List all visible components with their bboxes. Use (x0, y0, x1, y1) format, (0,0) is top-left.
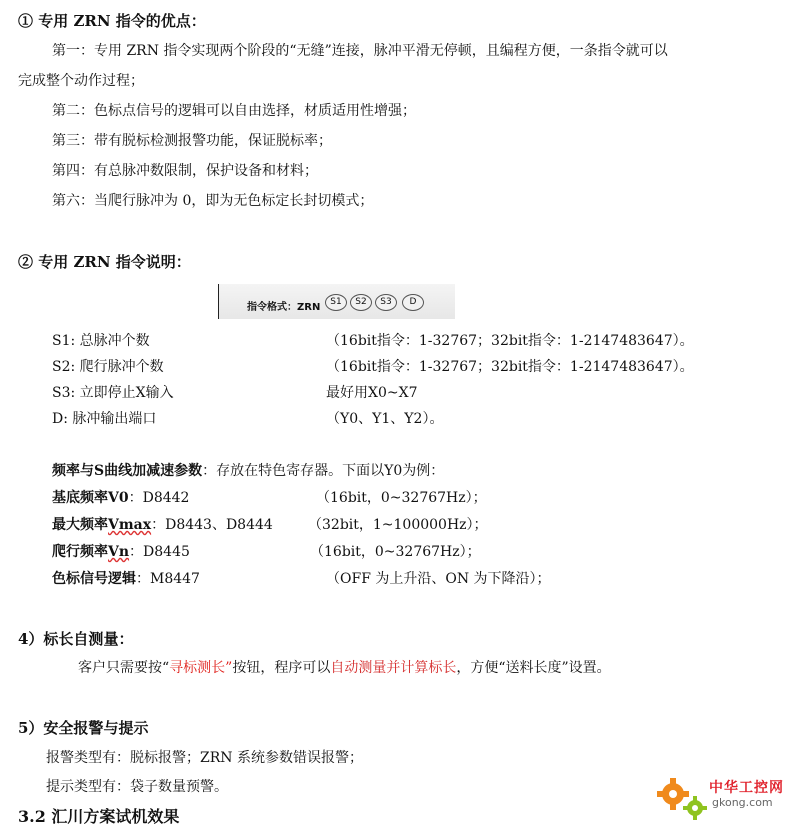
operand-d: D (402, 294, 424, 311)
s4-red2: 自动测量并计算标长 (330, 660, 457, 676)
param-s1-desc: （16bit指令：1-32767；32bit指令：1-2147483647）。 (326, 333, 694, 349)
watermark-url: gkong.com (712, 796, 773, 809)
param-d-name: D: 脉冲输出端口 (52, 411, 157, 427)
alarm-types: 报警类型有：脱标报警；ZRN 系统参数错误报警； (46, 750, 363, 766)
freq-max-sym: Vmax (108, 517, 152, 533)
color-logic (52, 570, 200, 588)
operand-s3: S3 (375, 294, 397, 311)
advantage-3: 第三：带有脱标检测报警功能，保证脱标率； (52, 133, 332, 149)
freq-base-label: 基底频率 (52, 490, 108, 506)
operand-s1: S1 (325, 294, 347, 311)
section-2-title: ② 专用 ZRN 指令说明： (18, 253, 191, 271)
advantage-6: 第六：当爬行脉冲为 0，即为无色标定长封切模式； (52, 193, 374, 209)
freq-base-reg: ：D8442 (128, 490, 190, 506)
color-logic-label: 色标信号逻辑 (52, 571, 136, 587)
freq-intro-rest: ：存放在特色寄存器。下面以Y0为例： (202, 463, 445, 479)
param-s2-name: S2: 爬行脉冲个数 (52, 359, 164, 375)
color-logic-reg: ：M8447 (136, 571, 200, 587)
freq-base (52, 489, 189, 507)
section-3-2-title: 3.2 汇川方案试机效果 (18, 807, 180, 826)
param-s3-desc: 最好用X0~X7 (326, 385, 418, 401)
advantage-1-line-2: 完成整个动作过程； (18, 73, 144, 89)
freq-max-reg: ：D8443、D8444 (151, 517, 273, 533)
freq-crawl-range: （16bit，0~32767Hz）； (310, 544, 481, 560)
freq-intro (52, 462, 444, 480)
gear-icon (657, 778, 689, 810)
watermark-cn: 中华工控网 (709, 780, 784, 796)
freq-max-label: 最大频率 (52, 517, 108, 533)
freq-crawl (52, 543, 190, 561)
advantage-1-line-1: 第一：专用 ZRN 指令实现两个阶段的“无缝”连接，脉冲平滑无停顿，且编程方便，一条指令就可以 (52, 43, 668, 59)
format-label: 指令格式：ZRN (247, 302, 321, 313)
section-1-title: ① 专用 ZRN 指令的优点： (18, 12, 206, 30)
color-logic-desc: （OFF 为上升沿、ON 为下降沿）； (326, 571, 551, 587)
freq-intro-bold: 频率与S曲线加减速参数 (52, 463, 203, 479)
advantage-4: 第四：有总脉冲数限制，保护设备和材料； (52, 163, 318, 179)
param-s1-name: S1: 总脉冲个数 (52, 333, 150, 349)
small-gear-icon (683, 796, 707, 820)
param-d-desc: （Y0、Y1、Y2）。 (326, 411, 444, 427)
s4-red1: 寻标测长” (169, 660, 233, 676)
param-s3-name: S3: 立即停止X输入 (52, 385, 174, 401)
operand-s2: S2 (350, 294, 372, 311)
s4-p3: ，方便“送料长度”设置。 (456, 660, 611, 676)
hint-types: 提示类型有：袋子数量预警。 (46, 779, 228, 795)
s4-p2: 按钮，程序可以 (232, 660, 331, 676)
freq-max-range: （32bit，1~100000Hz）； (308, 517, 488, 533)
s4-p1: 客户只需要按“ (78, 660, 170, 676)
instruction-format-figure (218, 284, 455, 319)
section-4-body (78, 659, 611, 677)
section-4-title: 4）标长自测量： (18, 630, 134, 648)
freq-base-sym: V0 (108, 490, 129, 506)
freq-crawl-reg: ：D8445 (129, 544, 190, 560)
freq-crawl-sym: Vn (108, 544, 130, 560)
advantage-2: 第二：色标点信号的逻辑可以自由选择，材质适用性增强； (52, 103, 416, 119)
freq-crawl-label: 爬行频率 (52, 544, 108, 560)
freq-base-range: （16bit，0~32767Hz）； (316, 490, 487, 506)
freq-max (52, 516, 273, 534)
section-5-title: 5）安全报警与提示 (18, 719, 149, 737)
param-s2-desc: （16bit指令：1-32767；32bit指令：1-2147483647）。 (326, 359, 694, 375)
